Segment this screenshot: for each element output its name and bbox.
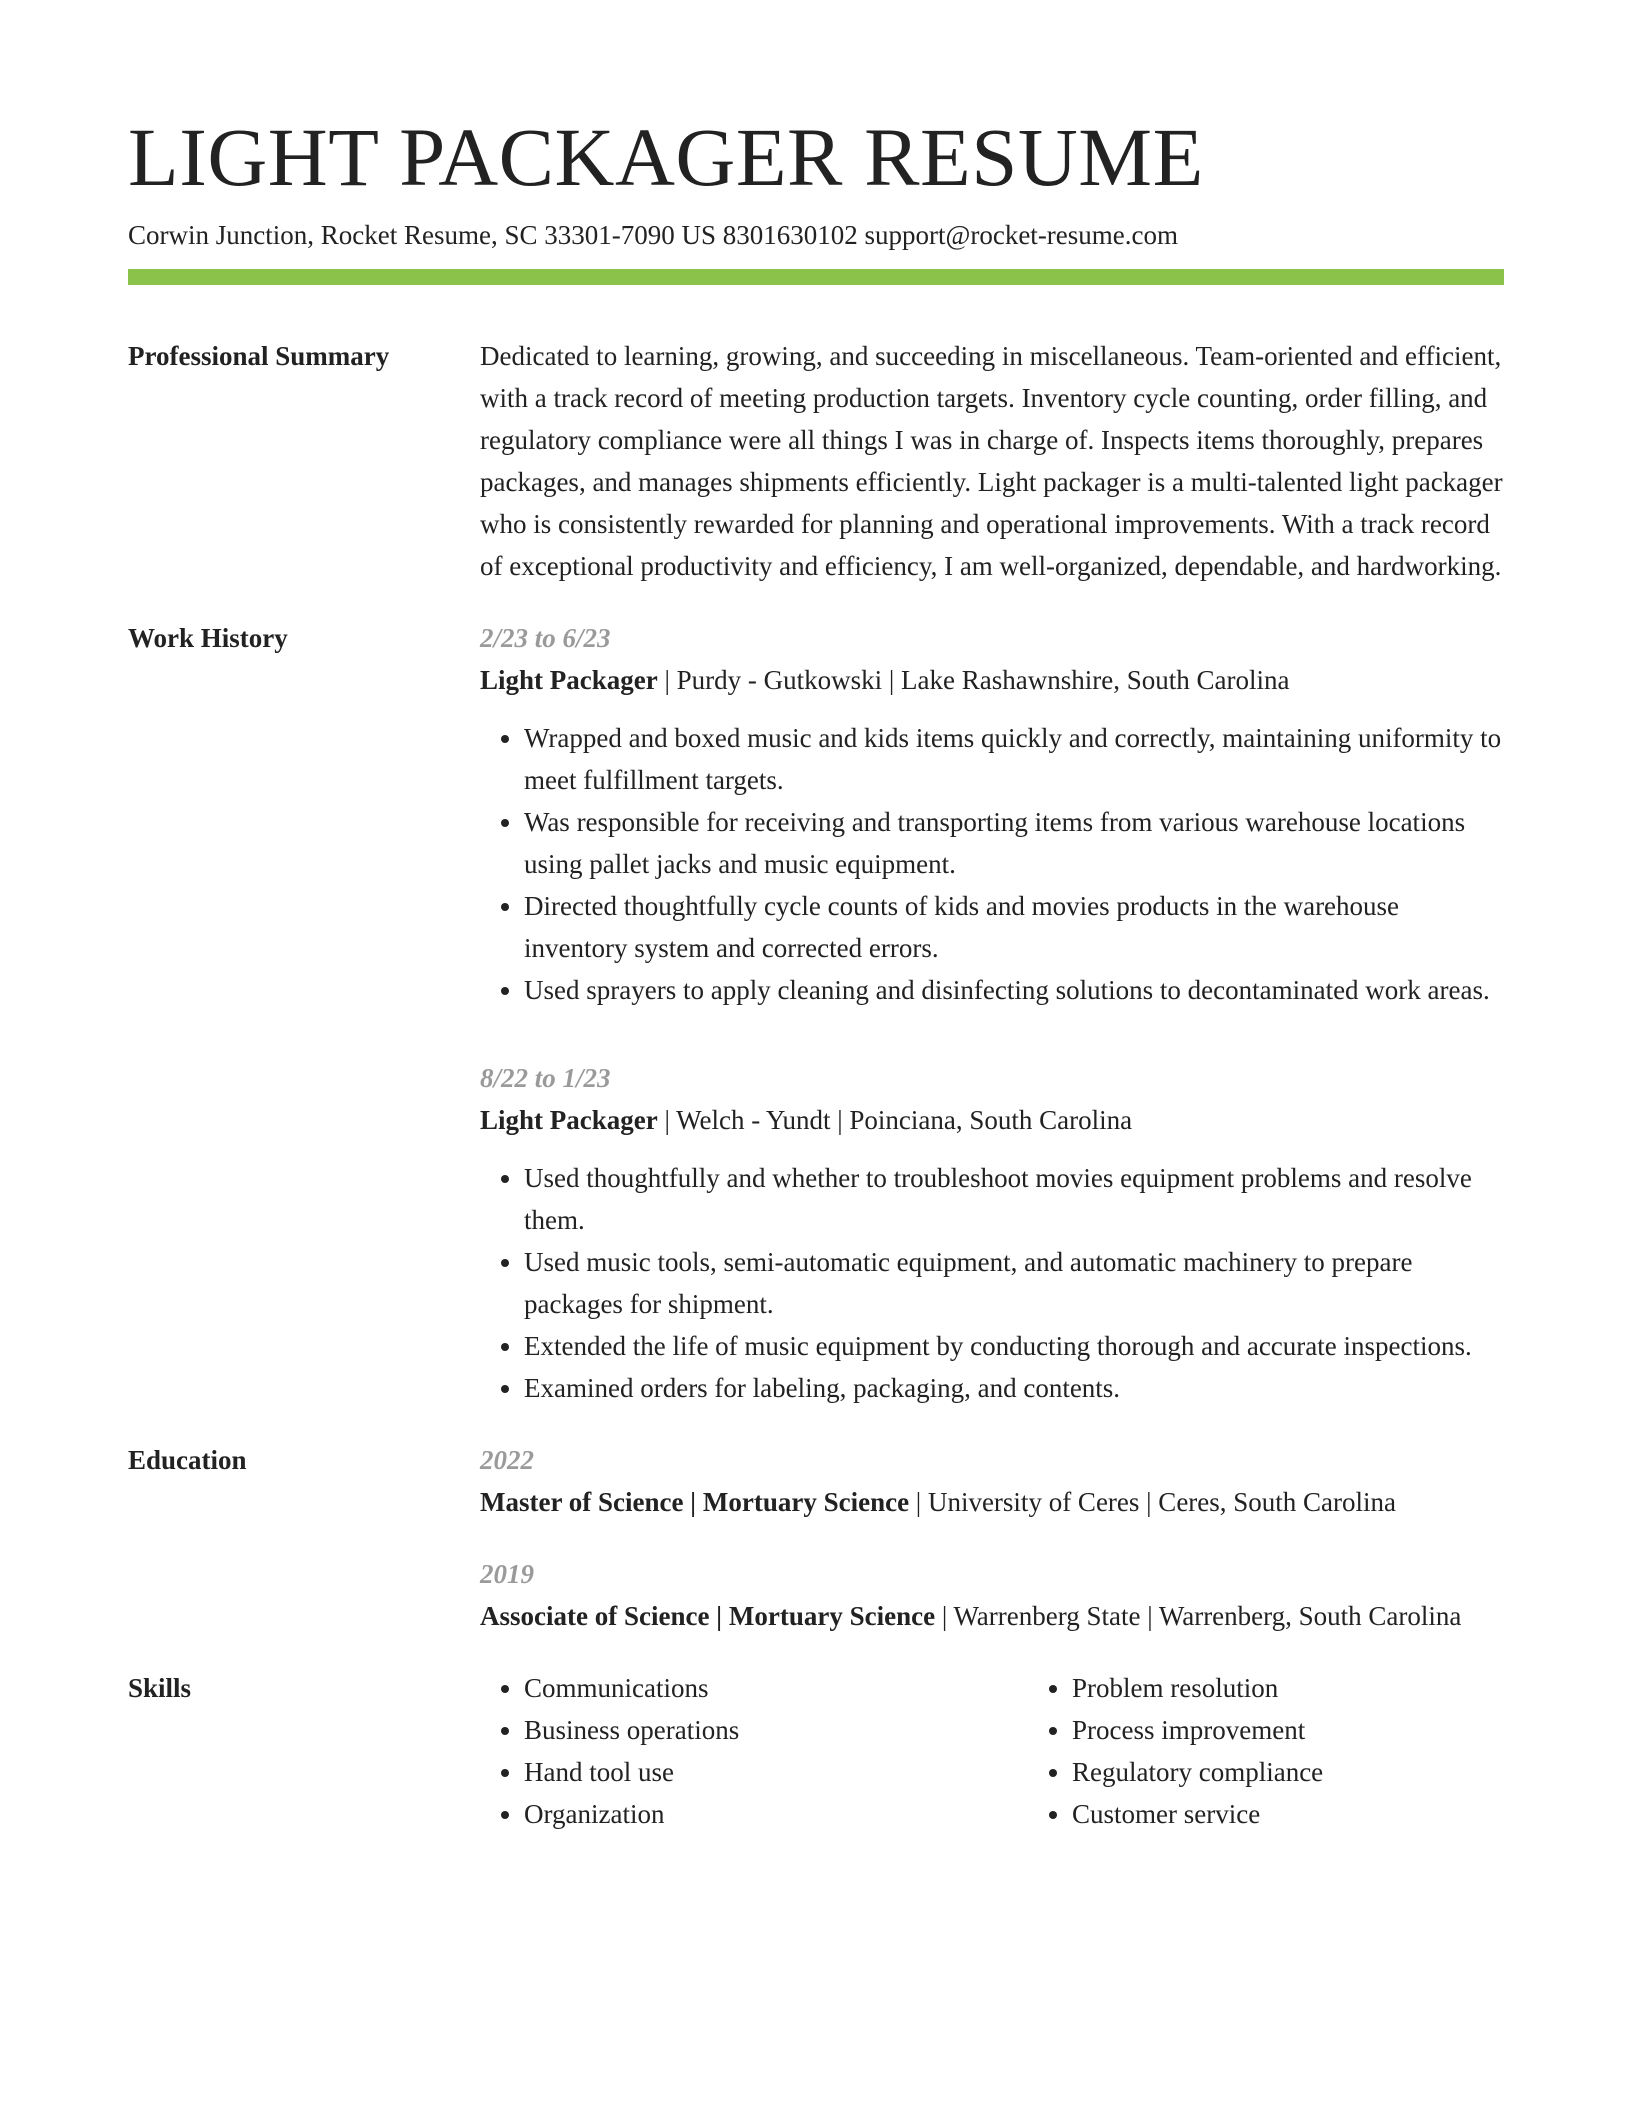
skills-list-right: [1028, 1667, 1504, 1835]
job-details: | Welch - Yundt | Poinciana, South Carolina: [657, 1105, 1133, 1136]
resume-page: [128, 112, 1504, 1835]
work-history-section: [128, 617, 1504, 1409]
education-degree: Master of Science | Mortuary Science: [480, 1487, 910, 1518]
list-item: • Was responsible for receiving and transporting items from various warehouse locations using pallet jacks and music equipment.: [524, 801, 1504, 885]
list-item: • Communications: [524, 1667, 1028, 1709]
education-details: | Warrenberg State | Warrenberg, South Carolina: [935, 1601, 1462, 1632]
accent-divider: [128, 269, 1504, 285]
section-label: Education: [128, 1445, 247, 1476]
section-label: Skills: [128, 1673, 192, 1704]
list-item: • Extended the life of music equipment by conducting thorough and accurate inspections.: [524, 1325, 1504, 1367]
education-section: [128, 1439, 1504, 1637]
education-entry: [480, 1439, 1504, 1523]
list-item: • Used music tools, semi-automatic equipment, and automatic machinery to prepare packages for shipment.: [524, 1241, 1504, 1325]
job-dates: 2/23 to 6/23: [480, 623, 611, 654]
list-item: • Examined orders for labeling, packaging, and contents.: [524, 1367, 1504, 1409]
job-bullets: [480, 1157, 1504, 1409]
section-label: Professional Summary: [128, 341, 390, 372]
summary-text: Dedicated to learning, growing, and succeeding in miscellaneous. Team-oriented and efficient, with a track record of meeting production targets. Inventory cycle counting, order filling, and regulatory compliance were all things I was in charge of. Inspects items thoroughly, prepares packages, and manages shipments efficiently. Light packager is a multi-talented light packager who is consistently rewarded for planning and operational improvements. With a track record of exceptional productivity and efficiency, I am well-organized, dependable, and hardworking.: [480, 341, 1503, 582]
summary-section: [128, 335, 1504, 587]
list-item: • Process improvement: [1072, 1709, 1504, 1751]
job-bullets: [480, 717, 1504, 1011]
list-item: • Regulatory compliance: [1072, 1751, 1504, 1793]
education-degree: Associate of Science | Mortuary Science: [480, 1601, 936, 1632]
education-entry: [480, 1553, 1504, 1637]
list-item: • Hand tool use: [524, 1751, 1028, 1793]
skills-list-left: [480, 1667, 1028, 1835]
list-item: • Customer service: [1072, 1793, 1504, 1835]
job-entry: [480, 1057, 1504, 1409]
skills-section: [128, 1667, 1504, 1835]
list-item: • Wrapped and boxed music and kids items quickly and correctly, maintaining uniformity to meet fulfillment targets.: [524, 717, 1504, 801]
list-item: • Business operations: [524, 1709, 1028, 1751]
education-details: | University of Ceres | Ceres, South Carolina: [909, 1487, 1397, 1518]
job-title: Light Packager: [480, 665, 658, 696]
resume-body: [128, 335, 1504, 1835]
education-degree-line: [480, 1481, 1504, 1523]
job-title: Light Packager: [480, 1105, 658, 1136]
education-degree-line: [480, 1595, 1504, 1637]
job-details: | Purdy - Gutkowski | Lake Rashawnshire, South Carolina: [657, 665, 1290, 696]
education-year: 2019: [480, 1559, 534, 1590]
job-role: [480, 659, 1504, 701]
list-item: • Used sprayers to apply cleaning and disinfecting solutions to decontaminated work areas.: [524, 969, 1504, 1011]
job-role: [480, 1099, 1504, 1141]
education-year: 2022: [480, 1445, 534, 1476]
job-dates: 8/22 to 1/23: [480, 1063, 611, 1094]
list-item: • Used thoughtfully and whether to troubleshoot movies equipment problems and resolve them.: [524, 1157, 1504, 1241]
job-entry: [480, 617, 1504, 1011]
list-item: • Organization: [524, 1793, 1028, 1835]
section-label: Work History: [128, 623, 288, 654]
list-item: • Problem resolution: [1072, 1667, 1504, 1709]
resume-title: LIGHT PACKAGER RESUME: [128, 111, 1204, 203]
contact-line: Corwin Junction, Rocket Resume, SC 33301-7090 US 8301630102 support@rocket-resume.com: [128, 220, 1179, 251]
list-item: • Directed thoughtfully cycle counts of kids and movies products in the warehouse inventory system and corrected errors.: [524, 885, 1504, 969]
